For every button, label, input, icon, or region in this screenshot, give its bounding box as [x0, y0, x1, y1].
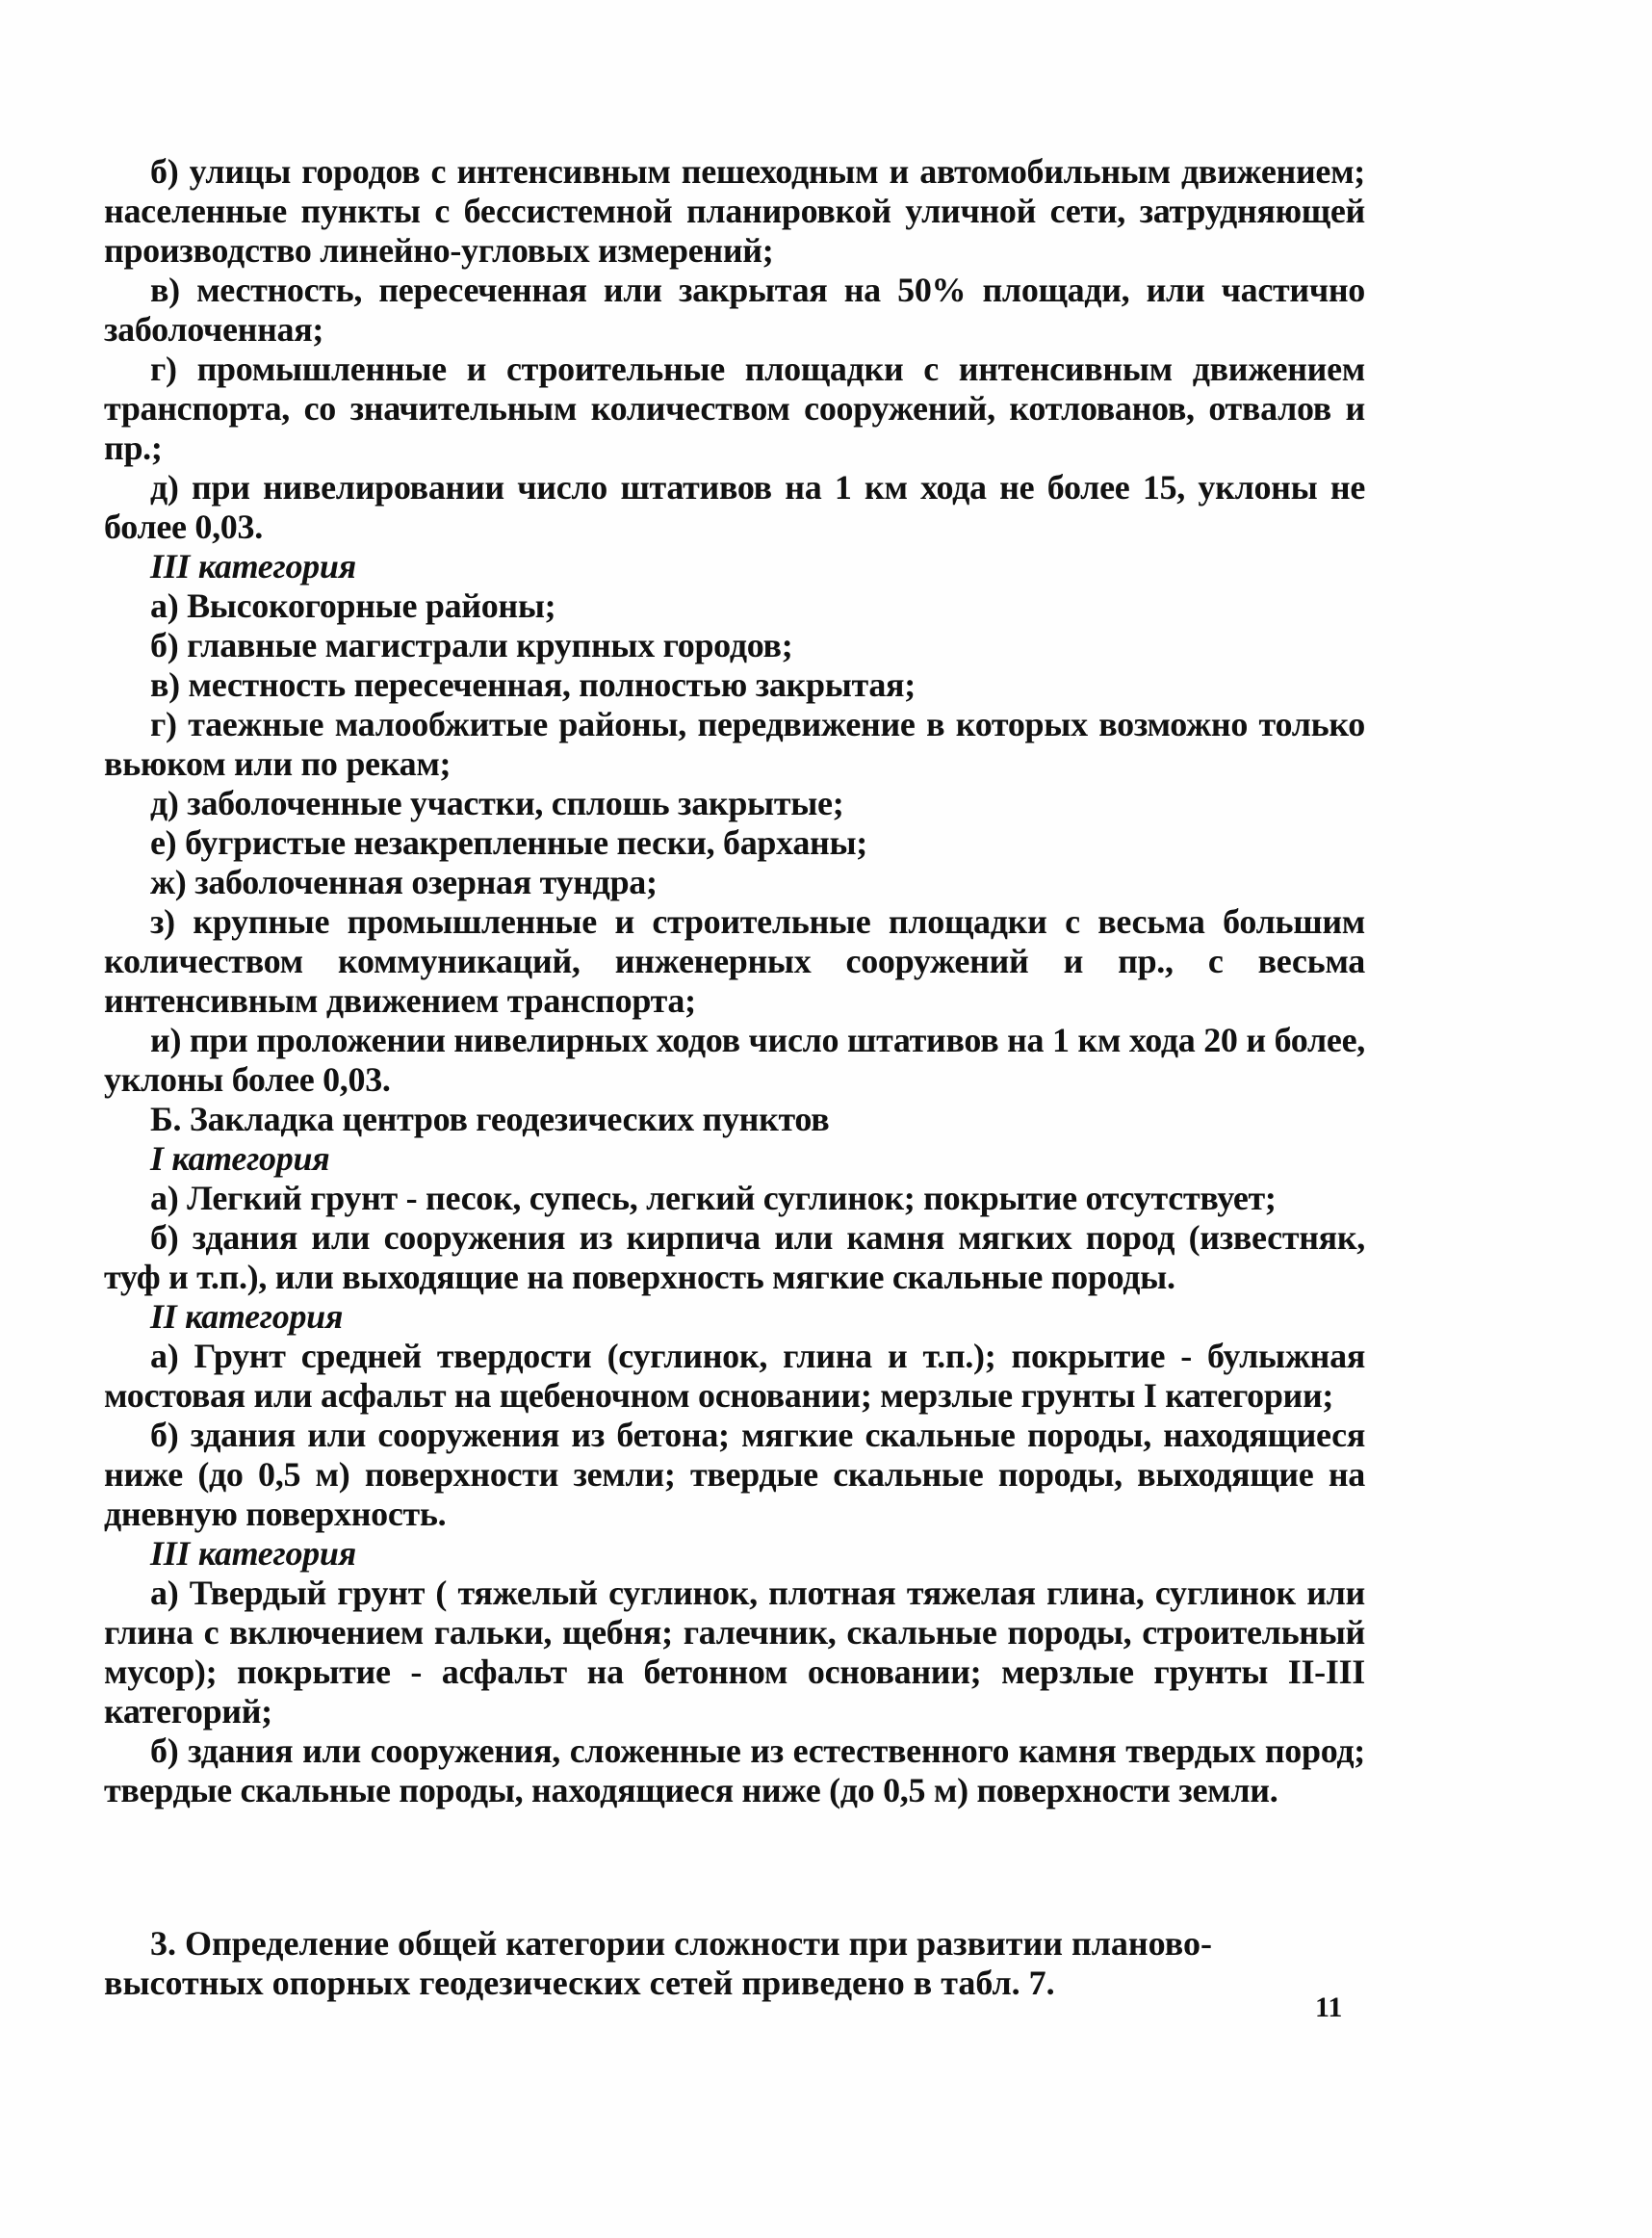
- list-item: д) заболоченные участки, сплошь закрытые;: [150, 784, 844, 822]
- list-item: б) улицы городов с интенсивным пешеходным и автомобильным движением; населенные пункты с бессистемной планировкой уличной сети, затрудняющей производство линейно-угловых измерений;: [104, 152, 1365, 270]
- list-item: а) Высокогорные районы;: [150, 586, 556, 625]
- list-item: з) крупные промышленные и строительные площадки с весьма большим количеством коммуникаций, инженерных сооружений и пр., с весьма интенсивным движением транспорта;: [104, 902, 1365, 1020]
- category-heading: II категория: [150, 1297, 344, 1336]
- list-item: д) при нивелировании число штативов на 1 км хода не более 15, уклоны не более 0,03.: [104, 468, 1365, 546]
- list-item: а) Грунт средней твердости (суглинок, глина и т.п.); покрытие - булыжная мостовая или асфальт на щебеночном основании; мерзлые грунты I категории;: [104, 1337, 1365, 1415]
- list-item: б) здания или сооружения из бетона; мягкие скальные породы, находящиеся ниже (до 0,5 м) поверхности земли; твердые скальные породы, выходящие на дневную поверхность.: [104, 1416, 1365, 1533]
- list-item: в) местность, пересеченная или закрытая на 50% площади, или частично заболоченная;: [104, 271, 1365, 349]
- list-item: б) здания или сооружения, сложенные из естественного камня твердых пород; твердые скальные породы, находящиеся ниже (до 0,5 м) поверхности земли.: [104, 1731, 1365, 1809]
- list-item: ж) заболоченная озерная тундра;: [150, 863, 658, 901]
- category-heading: III категория: [150, 547, 356, 586]
- page-number: 11: [1315, 1991, 1343, 2023]
- category-heading: III категория: [150, 1534, 356, 1573]
- list-item: е) бугристые незакрепленные пески, барханы;: [150, 823, 867, 862]
- list-item: г) промышленные и строительные площадки с интенсивным движением транспорта, со значительным количеством сооружений, котлованов, отвалов и пр.;: [104, 350, 1365, 467]
- list-item: б) главные магистрали крупных городов;: [150, 626, 793, 664]
- list-item: а) Легкий грунт - песок, супесь, легкий суглинок; покрытие отсутствует;: [150, 1179, 1277, 1217]
- list-item: б) здания или сооружения из кирпича или камня мягких пород (известняк, туф и т.п.), или выходящие на поверхность мягкие скальные породы.: [104, 1218, 1365, 1296]
- final-paragraph: 3. Определение общей категории сложности при развитии планово-высотных опорных геодезических сетей приведено в табл. 7.: [104, 1924, 1212, 2002]
- category-heading: I категория: [150, 1139, 330, 1178]
- list-item: Б. Закладка центров геодезических пунктов: [150, 1100, 830, 1138]
- list-item: и) при проложении нивелирных ходов число штативов на 1 км хода 20 и более, уклоны более 0,03.: [104, 1021, 1365, 1099]
- body-text: [104, 152, 1365, 1810]
- list-item: в) местность пересеченная, полностью закрытая;: [150, 665, 916, 704]
- list-item: а) Твердый грунт ( тяжелый суглинок, плотная тяжелая глина, суглинок или глина с включением гальки, щебня; галечник, скальные породы, строительный мусор); покрытие - асфальт на бетонном основании; мерзлые грунты II-III категорий;: [104, 1574, 1365, 1731]
- list-item: г) таежные малообжитые районы, передвижение в которых возможно только вьюком или по рекам;: [104, 705, 1365, 783]
